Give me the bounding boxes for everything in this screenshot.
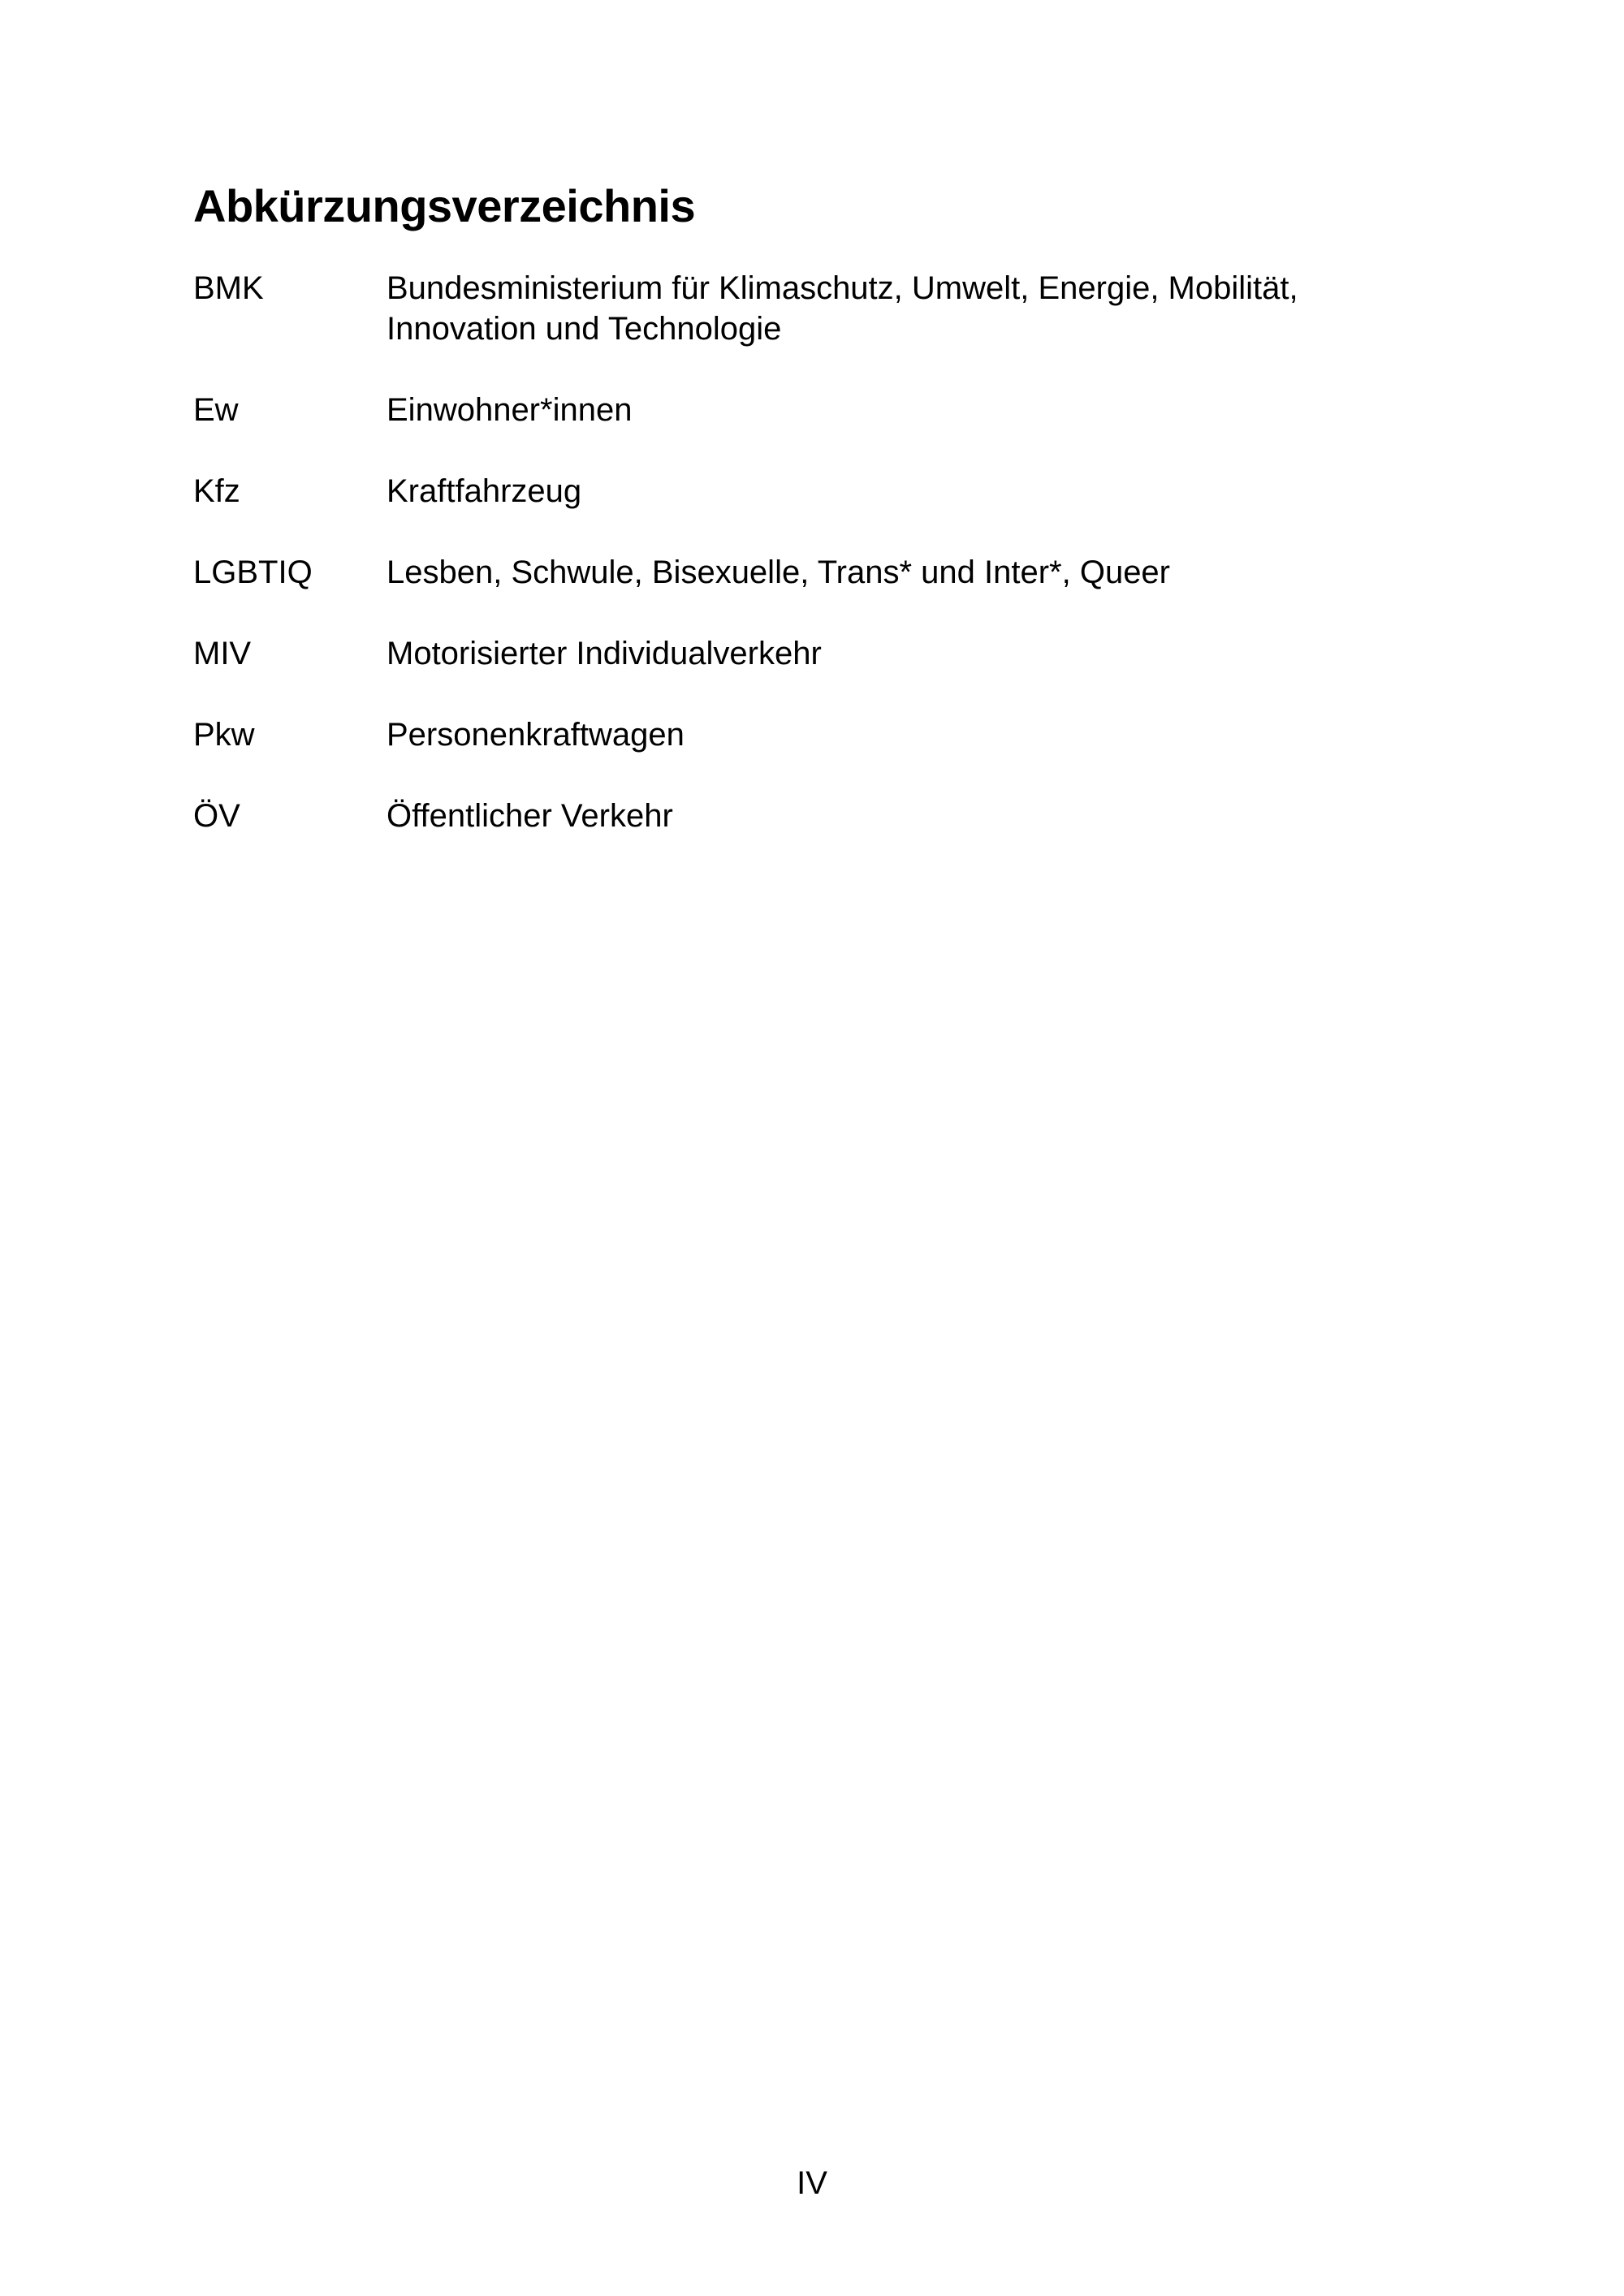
abbreviation-row-ew [193,390,1460,430]
abbreviation-row-lgbtiq [193,552,1460,593]
abbreviation-definition: Motorisierter Individualverkehr [387,636,822,671]
abbreviation-definition: Kraftfahrzeug [387,473,582,509]
page-number: IV [797,2165,827,2201]
abbreviation-row-oev [193,796,1460,836]
abbreviation-definition: Lesben, Schwule, Bisexuelle, Trans* und Inter*, Queer [387,555,1170,590]
abbreviation-row-pkw [193,714,1460,755]
abbreviation-term: ÖV [193,798,240,834]
abbreviation-term: MIV [193,636,252,671]
abbreviation-term: BMK [193,270,264,306]
abbreviation-term: Ew [193,392,239,428]
abbreviation-term: LGBTIQ [193,555,313,590]
abbreviation-term: Kfz [193,473,240,509]
abbreviation-definition: Einwohner*innen [387,392,633,428]
abbreviation-row-miv [193,633,1460,674]
abbreviation-definition: Bundesministerium für Klimaschutz, Umwelt, Energie, Mobilität, Innovation und Technologie [387,270,1298,347]
page-title: Abkürzungsverzeichnis [193,180,696,231]
abbreviation-definition: Personenkraftwagen [387,717,685,753]
abbreviation-list [193,268,1460,877]
abbreviation-row-kfz [193,471,1460,511]
abbreviation-row-bmk [193,268,1460,349]
abbreviation-definition: Öffentlicher Verkehr [387,798,673,834]
abbreviation-term: Pkw [193,717,255,753]
